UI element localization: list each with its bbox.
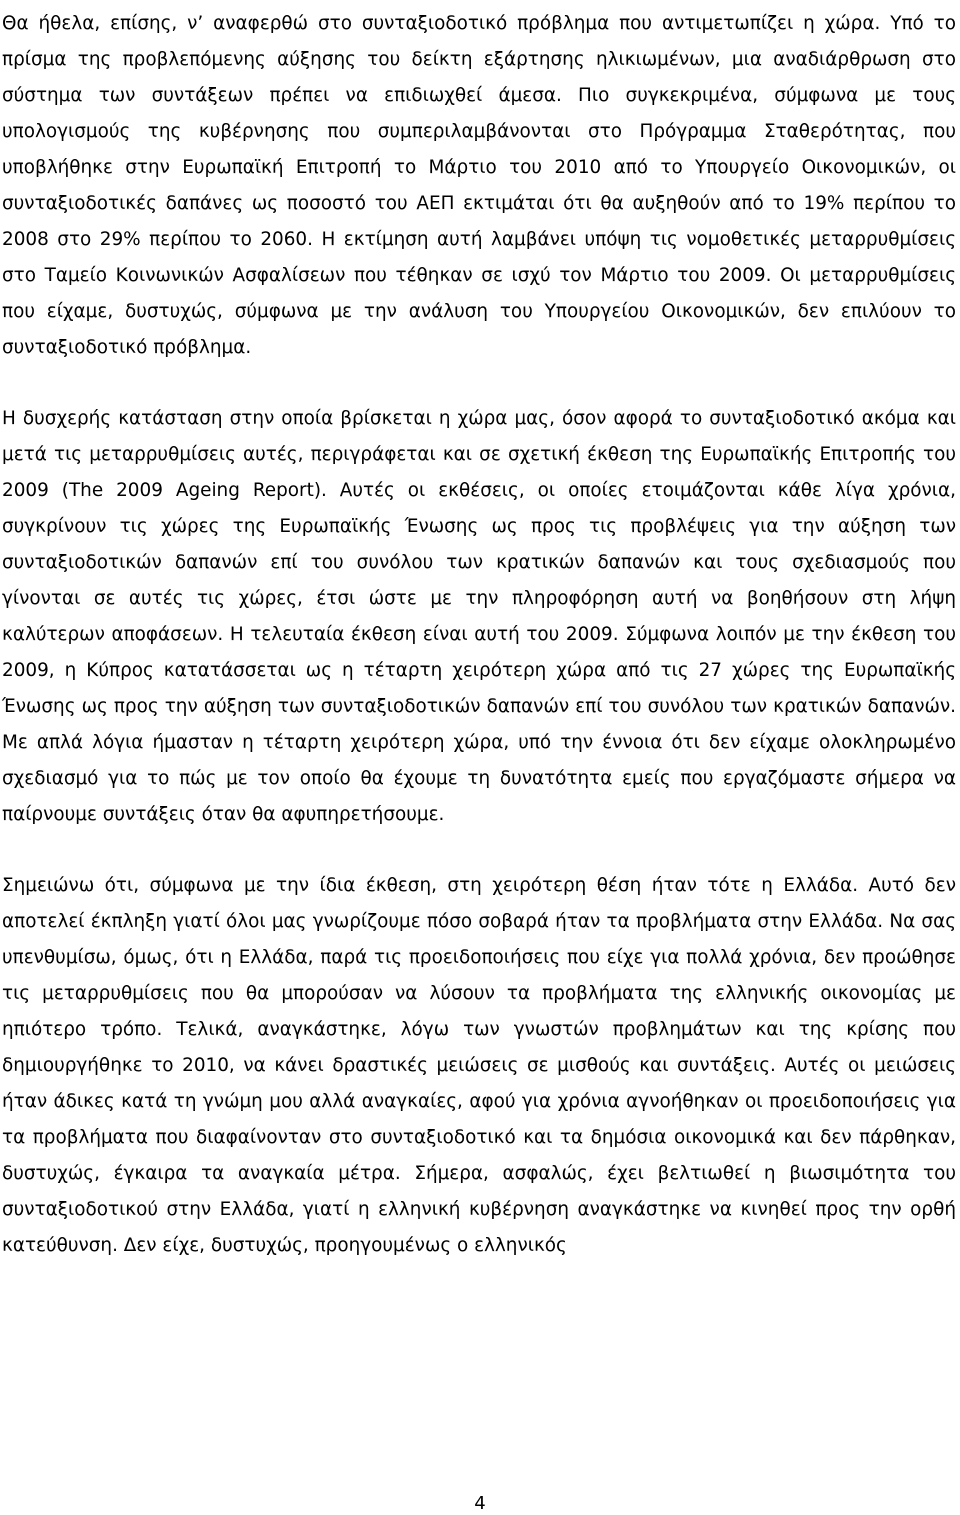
page-number: 4 — [474, 1493, 486, 1514]
paragraph-ageing-report: Η δυσχερής κατάσταση στην οποία βρίσκεται η χώρα μας, όσον αφορά το συνταξιοδοτικό ακόμα και μετά τις μεταρρυθμίσεις αυτές, περιγράφεται και σε σχετική έκθεση της Ευρωπαϊκής Επιτροπής του 2009 (The 2009 Ageing Report). Αυτές οι εκθέσεις, οι οποίες ετοιμάζονται κάθε λίγα χρόνια, συγκρίνουν τις χώρες της Ευρωπαϊκής Ένωσης ως προς τις προβλέψεις για την αύξηση των συνταξιοδοτικών δαπανών επί του συνόλου των κρατικών δαπανών και τους σχεδιασμούς που γίνονται σε αυτές τις χώρες, έτσι ώστε με την πληροφόρηση αυτή να βοηθήσουν στη λήψη καλύτερων αποφάσεων. Η τελευταία έκθεση είναι αυτή του 2009. Σύμφωνα λοιπόν με την έκθεση του 2009, η Κύπρος κατατάσσεται ως η τέταρτη χειρότερη χώρα από τις 27 χώρες της Ευρωπαϊκής Ένωσης ως προς την αύξηση των συνταξιοδοτικών δαπανών επί του συνόλου των κρατικών δαπανών. Με απλά λόγια ήμασταν η τέταρτη χειρότερη χώρα, υπό την έννοια ότι δεν είχαμε ολοκληρωμένο σχεδιασμό για το πώς με τον οποίο θα έχουμε τη δυνατότητα εμείς που εργαζόμαστε σήμερα να παίρνουμε συντάξεις όταν θα αφυπηρετήσουμε. — [2, 408, 956, 825]
document-page — [2, 0, 956, 1264]
paragraph-pension-problem: Θα ήθελα, επίσης, ν’ αναφερθώ στο συνταξιοδοτικό πρόβλημα που αντιμετωπίζει η χώρα. Υπό το πρίσμα της προβλεπόμενης αύξησης του δείκτη εξάρτησης ηλικιωμένων, μια αναδιάρθρωση στο σύστημα των συντάξεων πρέπει να επιδιωχθεί άμεσα. Πιο συγκεκριμένα, σύμφωνα με τους υπολογισμούς της κυβέρνησης που συμπεριλαμβάνονται στο Πρόγραμμα Σταθερότητας, που υποβλήθηκε στην Ευρωπαϊκή Επιτροπή το Μάρτιο του 2010 από το Υπουργείο Οικονομικών, οι συνταξιοδοτικές δαπάνες ως ποσοστό του ΑΕΠ εκτιμάται ότι θα αυξηθούν από το 19% περίπου το 2008 στο 29% περίπου το 2060. Η εκτίμηση αυτή λαμβάνει υπόψη τις νομοθετικές μεταρρυθμίσεις στο Ταμείο Κοινωνικών Ασφαλίσεων που τέθηκαν σε ισχύ τον Μάρτιο του 2009. Οι μεταρρυθμίσεις που είχαμε, δυστυχώς, σύμφωνα με την ανάλυση του Υπουργείου Οικονομικών, δεν επιλύουν το συνταξιοδοτικό πρόβλημα. — [2, 13, 956, 358]
paragraph-greece: Σημειώνω ότι, σύμφωνα με την ίδια έκθεση, στη χειρότερη θέση ήταν τότε η Ελλάδα. Αυτό δεν αποτελεί έκπληξη γιατί όλοι μας γνωρίζουμε πόσο σοβαρά ήταν τα προβλήματα στην Ελλάδα. Να σας υπενθυμίσω, όμως, ότι η Ελλάδα, παρά τις προειδοποιήσεις που είχε για πολλά χρόνια, δεν προώθησε τις μεταρρυθμίσεις που θα μπορούσαν να λύσουν τα προβλήματα της ελληνικής οικονομίας με ηπιότερο τρόπο. Τελικά, αναγκάστηκε, λόγω των γνωστών προβλημάτων και της κρίσης που δημιουργήθηκε το 2010, να κάνει δραστικές μειώσεις σε μισθούς και συντάξεις. Αυτές οι μειώσεις ήταν άδικες κατά τη γνώμη μου αλλά αναγκαίες, αφού για χρόνια αγνοήθηκαν οι προειδοποιήσεις για τα προβλήματα που διαφαίνονταν στο συνταξιοδοτικό και τα δημόσια οικονομικά και δεν πάρθηκαν, δυστυχώς, έγκαιρα τα αναγκαία μέτρα. Σήμερα, ασφαλώς, έχει βελτιωθεί η βιωσιμότητα του συνταξιοδοτικού στην Ελλάδα, γιατί η ελληνική κυβέρνηση αναγκάστηκε να κινηθεί προς την ορθή κατεύθυνση. Δεν είχε, δυστυχώς, προηγουμένως ο ελληνικός — [2, 875, 956, 1256]
